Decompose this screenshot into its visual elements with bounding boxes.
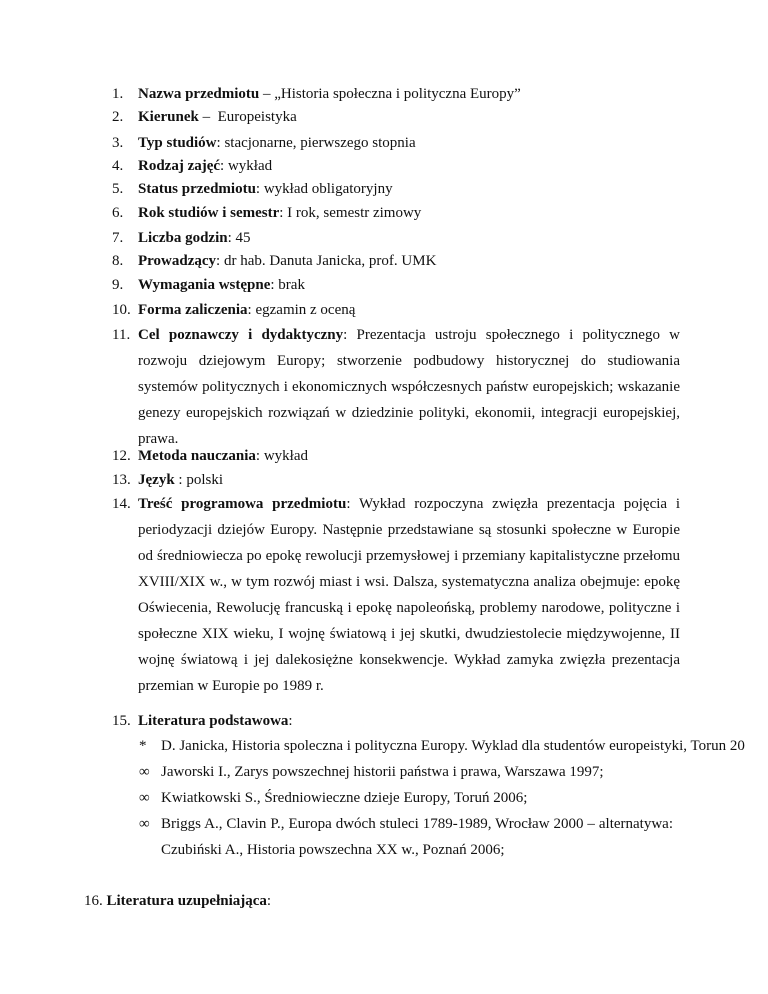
list-item-field-of-study (112, 104, 680, 130)
infinity-bullet-icon: ∞ (139, 764, 150, 780)
item-separator: : (247, 302, 256, 318)
list-item-prerequisites (112, 272, 680, 298)
item-separator: : (216, 135, 225, 151)
literature-text: D. Janicka, Historia spoleczna i polityczna Europy. Wyklad dla studentów europeistyki, Torun 20 (161, 738, 745, 754)
item-value: Wykład rozpoczyna zwięzła prezentacja pojęcia i periodyzacji dziejów Europy. Następnie przedstawiane są stosunki społeczne w Europie od średniowiecza po epokę rewolucji przemysłowej i przemiany kapitalistyczne przełomu XVIII/XIX w., w tym rozwój miast i wsi. Dalsza, systematyczna analiza obejmuje: epokę Oświecenia, Rewolucję francuską i epokę napoleońską, problemy narodowe, polityczne i społeczne XIX wieku, I wojnę światową i jej skutki, dwudziestolecie międzywojenne, II wojnę światową i jej dalekosiężne konsekwencje. Wykład zamyka zwięzła prezentacja przemian w Europie po 1989 r. (138, 496, 680, 694)
item-label: Kierunek (138, 109, 199, 125)
item-number: 2. (112, 109, 124, 125)
item-value: wykład obligatoryjny (263, 181, 393, 197)
item-number: 4. (112, 158, 124, 174)
item-separator: : (343, 327, 357, 343)
literature-text: Briggs A., Clavin P., Europa dwóch stuleci 1789-1989, Wrocław 2000 – alternatywa: Czubiński A., Historia powszechna XX w., Poznań 2006; (161, 816, 673, 858)
item-value: polski (186, 472, 224, 488)
list-item-language (112, 467, 680, 493)
item-number: 5. (112, 181, 124, 197)
list-item-teaching-method (112, 443, 680, 469)
item-label: Język (138, 472, 175, 488)
item-separator: : (174, 472, 187, 488)
item-separator: – (198, 109, 218, 125)
item-value: dr hab. Danuta Janicka, prof. UMK (223, 253, 437, 269)
item-number: 14. (112, 496, 131, 512)
item-value: „Historia społeczna i polityczna Europy” (274, 86, 521, 102)
item-label: Forma zaliczenia (138, 302, 248, 318)
item-value: wykład (263, 448, 309, 464)
item-number: 15. (112, 713, 131, 729)
list-item-assessment-form (112, 297, 680, 323)
list-item-lecturer (112, 248, 680, 274)
item-value: stacjonarne, pierwszego stopnia (224, 135, 416, 151)
item-separator: : (216, 253, 224, 269)
literature-text: Jaworski I., Zarys powszechnej historii państwa i prawa, Warszawa 1997; (161, 764, 604, 780)
item-label: Literatura uzupełniająca (106, 893, 267, 909)
item-label: Cel poznawczy i dydaktyczny (138, 327, 344, 343)
list-item-objectives (112, 322, 680, 452)
infinity-bullet-icon: ∞ (139, 816, 150, 832)
item-separator: : (255, 181, 264, 197)
item-value: brak (278, 277, 305, 293)
item-number: 9. (112, 277, 124, 293)
item-number: 12. (112, 448, 131, 464)
item-label: Prowadzący (138, 253, 217, 269)
infinity-bullet-icon: ∞ (139, 790, 150, 806)
literature-item (139, 759, 604, 785)
list-item-program-content (112, 491, 680, 699)
item-number: 10. (112, 302, 131, 318)
item-label: Nazwa przedmiotu (138, 86, 260, 102)
item-label: Rok studiów i semestr (138, 205, 280, 221)
item-number: 1. (112, 86, 124, 102)
list-item-subject-status (112, 176, 680, 202)
item-label: Rodzaj zajęć (138, 158, 221, 174)
literature-item (139, 785, 527, 811)
item-value: I rok, semestr zimowy (287, 205, 422, 221)
item-label: Liczba godzin (138, 230, 228, 246)
item-number: 3. (112, 135, 124, 151)
item-value: Europeistyka (217, 109, 297, 125)
item-value: egzamin z oceną (255, 302, 356, 318)
item-value: wykład (227, 158, 273, 174)
literature-text: Kwiatkowski S., Średniowieczne dzieje Europy, Toruń 2006; (161, 790, 528, 806)
item-separator: : (346, 496, 359, 512)
literature-item (139, 733, 745, 759)
item-separator: : (227, 230, 236, 246)
item-separator: : (288, 713, 293, 729)
list-item-supplementary-literature (84, 888, 271, 914)
item-label: Literatura podstawowa (138, 713, 289, 729)
item-value: Prezentacja ustroju społecznego i politycznego w rozwoju dziejowym Europy; stworzenie podbudowy historycznej do studiowania systemów politycznych i ekonomicznych współczesnych państw europejskich; wskazanie genezy europejskich rozwiązań w dziedzinie polityki, ekonomii, integracji europejskiej, prawa. (138, 327, 680, 447)
item-value: 45 (235, 230, 251, 246)
item-separator: : (279, 205, 288, 221)
list-item-year-and-semester (112, 200, 680, 226)
item-number: 13. (112, 472, 131, 488)
item-number: 7. (112, 230, 124, 246)
item-label: Metoda nauczania (138, 448, 256, 464)
literature-item (139, 811, 673, 863)
item-number: 8. (112, 253, 124, 269)
item-number: 16. (84, 893, 103, 909)
asterisk-bullet-icon: * (139, 738, 147, 754)
item-number: 11. (112, 327, 131, 343)
item-label: Typ studiów (138, 135, 217, 151)
item-separator: : (220, 158, 228, 174)
item-separator: : (255, 448, 264, 464)
item-separator: : (266, 893, 272, 909)
item-separator: : (270, 277, 279, 293)
item-number: 6. (112, 205, 124, 221)
item-separator: – (259, 86, 275, 102)
item-label: Treść programowa przedmiotu (138, 496, 347, 512)
list-item-basic-literature (112, 708, 680, 734)
item-label: Status przedmiotu (138, 181, 256, 197)
item-label: Wymagania wstępne (138, 277, 271, 293)
